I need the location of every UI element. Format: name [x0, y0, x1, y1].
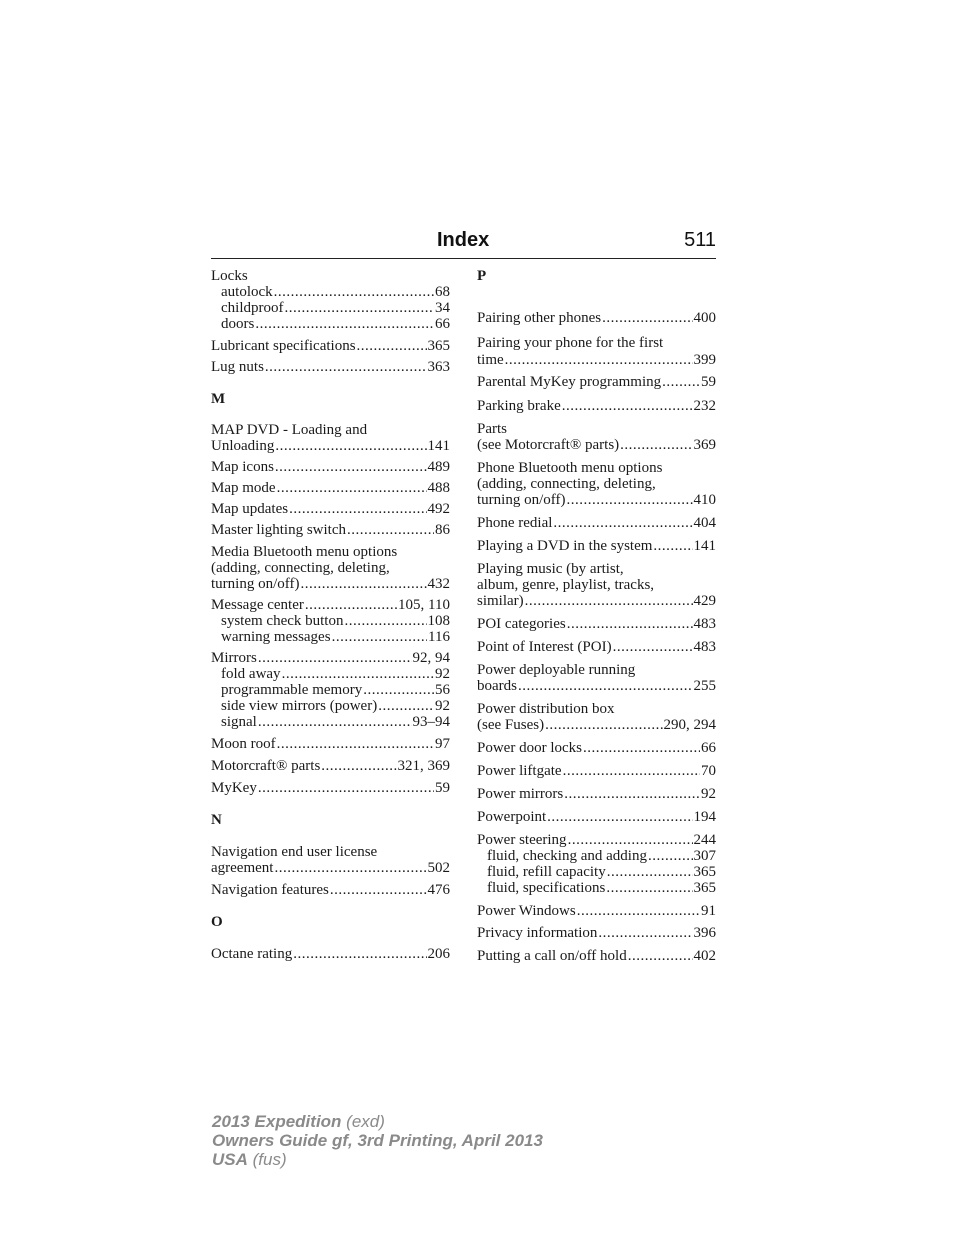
index-entry-door-locks: Power door locks ..... 66 — [477, 740, 716, 756]
index-entry-octane-rating: Octane rating ..... 206 — [211, 946, 450, 962]
index-entry-map-dvd: MAP DVD - Loading and Unloading ..... 141 — [211, 422, 450, 454]
index-entry-pairing-first: Pairing your phone for the first time ..... 399 — [477, 334, 716, 368]
index-entry-navigation-eula: Navigation end user license agreement ..... 502 — [211, 844, 450, 876]
index-entry-pairing-phones: Pairing other phones ..... 400 — [477, 310, 716, 326]
index-entry-map-icons: Map icons ..... 489 — [211, 459, 450, 475]
index-entry-powerpoint: Powerpoint ..... 194 — [477, 809, 716, 825]
index-entry-power-windows: Power Windows ..... 91 — [477, 903, 716, 919]
index-entry-parts: Parts (see Motorcraft® parts) ..... 369 — [477, 421, 716, 453]
footer-model-line: 2013 Expedition (exd) — [212, 1112, 385, 1131]
index-entry-locks — [211, 268, 450, 332]
index-entry-parental-mykey: Parental MyKey programming ..... 59 — [477, 374, 716, 390]
index-entry-point-of-interest: Point of Interest (POI) ..... 483 — [477, 639, 716, 655]
index-entry-poi-categories: POI categories ..... 483 — [477, 616, 716, 632]
index-column-left — [211, 268, 450, 962]
page-title: Index — [437, 229, 490, 251]
index-entry-mykey: MyKey ..... 59 — [211, 780, 450, 796]
index-entry-playing-dvd: Playing a DVD in the system ..... 141 — [477, 538, 716, 554]
footer-market-line: USA (fus) — [212, 1150, 287, 1169]
index-entry-liftgate: Power liftgate ..... 70 — [477, 763, 716, 779]
index-entry-parking-brake: Parking brake ..... 232 — [477, 398, 716, 414]
index-entry-running-boards: Power deployable running boards ..... 255 — [477, 662, 716, 694]
index-entry-map-mode: Map mode ..... 488 — [211, 480, 450, 496]
section-letter-n: N — [211, 812, 222, 828]
index-entry-playing-music: Playing music (by artist, album, genre, playlist, tracks, similar) ..... 429 — [477, 561, 716, 609]
index-entry-phone-bluetooth: Phone Bluetooth menu options (adding, connecting, deleting, turning on/off) ..... 410 — [477, 460, 716, 508]
index-entry-moon-roof: Moon roof ..... 97 — [211, 736, 450, 752]
index-column-right — [477, 268, 716, 964]
index-entry-privacy: Privacy information ..... 396 — [477, 925, 716, 941]
index-entry-motorcraft-parts: Motorcraft® parts ..... 321, 369 — [211, 758, 450, 774]
index-entry-lug-nuts: Lug nuts ..... 363 — [211, 359, 450, 375]
index-entry-map-updates: Map updates ..... 492 — [211, 501, 450, 517]
index-entry-power-mirrors: Power mirrors ..... 92 — [477, 786, 716, 802]
index-entry-message-center: Message center ..... 105, 110 system check button ..... 108 warning messages ..... 116 — [211, 597, 450, 645]
section-letter-o: O — [211, 914, 223, 930]
page-footer — [212, 1112, 543, 1169]
index-entry-phone-redial: Phone redial ..... 404 — [477, 515, 716, 531]
footer-guide-line: Owners Guide gf, 3rd Printing, April 2013 — [212, 1131, 543, 1150]
index-entry-power-steering: Power steering ..... 244 fluid, checking and adding ..... 307 fluid, refill capacity ..... 365 fluid, specifications ..... 365 — [477, 832, 716, 896]
index-entry-distribution-box: Power distribution box (see Fuses) ..... 290, 294 — [477, 701, 716, 733]
index-entry-mirrors: Mirrors ..... 92, 94 fold away ..... 92 programmable memory ..... 56 side view mirrors (power) ..... 92 signal ..... 93–94 — [211, 650, 450, 730]
section-letter-p: P — [477, 268, 487, 284]
section-letter-m: M — [211, 391, 226, 407]
index-entry-master-lighting: Master lighting switch ..... 86 — [211, 522, 450, 538]
subentry-autolock: autolock ..... 68 — [211, 284, 450, 300]
index-entry-navigation-features: Navigation features ..... 476 — [211, 882, 450, 898]
index-entry-call-hold: Putting a call on/off hold ..... 402 — [477, 948, 716, 964]
subentry-doors: doors ..... 66 — [211, 316, 450, 332]
page-header — [211, 228, 716, 259]
index-entry-lubricant: Lubricant specifications ..... 365 — [211, 338, 450, 354]
index-entry-media-bluetooth: Media Bluetooth menu options (adding, connecting, deleting, turning on/off) ..... 432 — [211, 544, 450, 592]
page-number: 511 — [684, 229, 716, 251]
subentry-childproof: childproof ..... 34 — [211, 300, 450, 316]
entry-label: Locks — [211, 268, 248, 284]
